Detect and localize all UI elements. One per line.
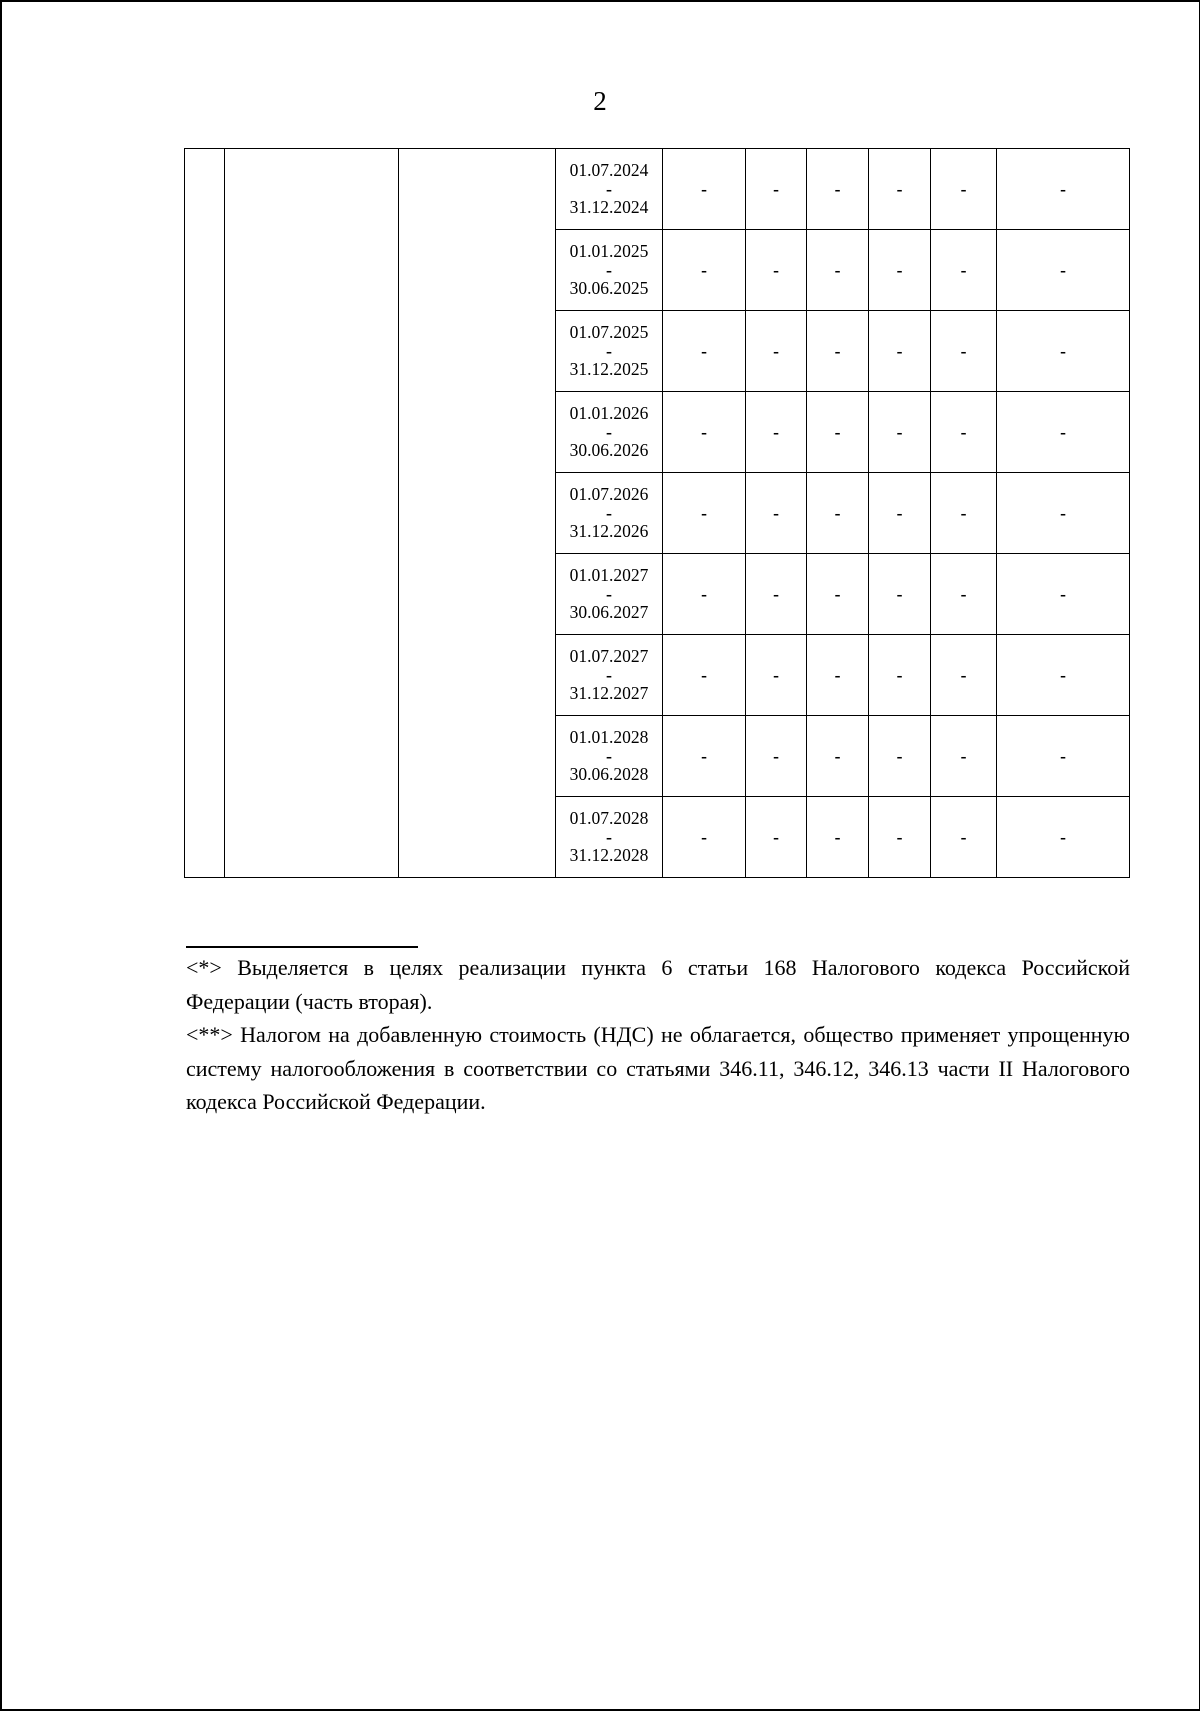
- page-border-left: [0, 0, 2, 1711]
- value-cell: -: [746, 311, 807, 392]
- value-cell: -: [663, 392, 746, 473]
- value-cell: -: [997, 554, 1130, 635]
- value-cell: -: [807, 473, 869, 554]
- period-end: 30.06.2026: [569, 440, 649, 460]
- value-cell: -: [807, 149, 869, 230]
- period-start: 01.01.2027: [569, 565, 649, 585]
- value-cell: -: [931, 230, 997, 311]
- row-number-cell: [185, 149, 225, 878]
- value-cell: -: [663, 797, 746, 878]
- period-separator: -: [606, 827, 612, 847]
- value-cell: -: [663, 230, 746, 311]
- period-separator: -: [606, 503, 612, 523]
- period-end: 31.12.2024: [569, 197, 649, 217]
- period-cell: [556, 797, 663, 878]
- footnote-1: <*> Выделяется в целях реализации пункта 6 статьи 168 Налогового кодекса Российской Федерации (часть вторая).: [186, 955, 1130, 1014]
- value-cell: -: [746, 554, 807, 635]
- period-separator: -: [606, 422, 612, 442]
- period-separator: -: [606, 260, 612, 280]
- value-cell: -: [931, 716, 997, 797]
- value-cell: -: [663, 149, 746, 230]
- period-end: 31.12.2028: [569, 845, 649, 865]
- period-start: 01.07.2024: [569, 160, 649, 180]
- table-row: [185, 149, 1130, 230]
- period-end: 30.06.2028: [569, 764, 649, 784]
- period-cell: [556, 554, 663, 635]
- value-cell: -: [663, 635, 746, 716]
- period-end: 30.06.2027: [569, 602, 649, 622]
- footnote-rule: [186, 946, 418, 948]
- period-start: 01.07.2026: [569, 484, 649, 504]
- value-cell: -: [869, 392, 931, 473]
- indicator-cell: [399, 149, 556, 878]
- value-cell: -: [997, 149, 1130, 230]
- value-cell: -: [997, 635, 1130, 716]
- value-cell: -: [746, 392, 807, 473]
- value-cell: -: [931, 392, 997, 473]
- tariff-table: [184, 148, 1130, 878]
- value-cell: -: [997, 473, 1130, 554]
- period-cell: [556, 230, 663, 311]
- period-separator: -: [606, 584, 612, 604]
- page-number: 2: [593, 86, 607, 116]
- period-cell: [556, 392, 663, 473]
- footnote-2: <**> Налогом на добавленную стоимость (НДС) не облагается, общество применяет упрощенную систему налогообложения в соответствии со статьями 346.11, 346.12, 346.13 части II Налогового кодекса Российской Федерации.: [186, 1022, 1130, 1114]
- value-cell: -: [663, 716, 746, 797]
- period-start: 01.07.2028: [569, 808, 649, 828]
- table-body: [185, 149, 1130, 878]
- value-cell: -: [746, 716, 807, 797]
- value-cell: -: [997, 311, 1130, 392]
- period-separator: -: [606, 179, 612, 199]
- value-cell: -: [807, 554, 869, 635]
- value-cell: -: [746, 635, 807, 716]
- period-cell: [556, 311, 663, 392]
- value-cell: -: [869, 797, 931, 878]
- period-start: 01.01.2026: [569, 403, 649, 423]
- value-cell: -: [807, 230, 869, 311]
- value-cell: -: [997, 797, 1130, 878]
- value-cell: -: [663, 473, 746, 554]
- footnotes: [186, 951, 1130, 1119]
- value-cell: -: [869, 230, 931, 311]
- value-cell: -: [807, 311, 869, 392]
- period-separator: -: [606, 746, 612, 766]
- period-start: 01.07.2027: [569, 646, 649, 666]
- value-cell: -: [931, 554, 997, 635]
- period-separator: -: [606, 665, 612, 685]
- value-cell: -: [931, 473, 997, 554]
- value-cell: -: [663, 311, 746, 392]
- period-end: 31.12.2027: [569, 683, 649, 703]
- value-cell: -: [746, 473, 807, 554]
- value-cell: -: [807, 797, 869, 878]
- value-cell: -: [869, 635, 931, 716]
- value-cell: -: [931, 635, 997, 716]
- period-start: 01.01.2025: [569, 241, 649, 261]
- value-cell: -: [997, 230, 1130, 311]
- page-border-top: [0, 0, 1200, 2]
- period-end: 31.12.2025: [569, 359, 649, 379]
- value-cell: -: [746, 797, 807, 878]
- value-cell: -: [869, 716, 931, 797]
- value-cell: -: [746, 230, 807, 311]
- value-cell: -: [931, 149, 997, 230]
- value-cell: -: [807, 392, 869, 473]
- name-cell: [225, 149, 399, 878]
- period-start: 01.07.2025: [569, 322, 649, 342]
- period-start: 01.01.2028: [569, 727, 649, 747]
- period-end: 30.06.2025: [569, 278, 649, 298]
- value-cell: -: [931, 797, 997, 878]
- period-end: 31.12.2026: [569, 521, 649, 541]
- value-cell: -: [807, 635, 869, 716]
- period-cell: [556, 473, 663, 554]
- value-cell: -: [807, 716, 869, 797]
- value-cell: -: [997, 716, 1130, 797]
- value-cell: -: [869, 473, 931, 554]
- value-cell: -: [869, 554, 931, 635]
- value-cell: -: [869, 149, 931, 230]
- value-cell: -: [746, 149, 807, 230]
- period-separator: -: [606, 341, 612, 361]
- period-cell: [556, 716, 663, 797]
- value-cell: -: [931, 311, 997, 392]
- value-cell: -: [869, 311, 931, 392]
- period-cell: [556, 635, 663, 716]
- value-cell: -: [663, 554, 746, 635]
- value-cell: -: [997, 392, 1130, 473]
- period-cell: [556, 149, 663, 230]
